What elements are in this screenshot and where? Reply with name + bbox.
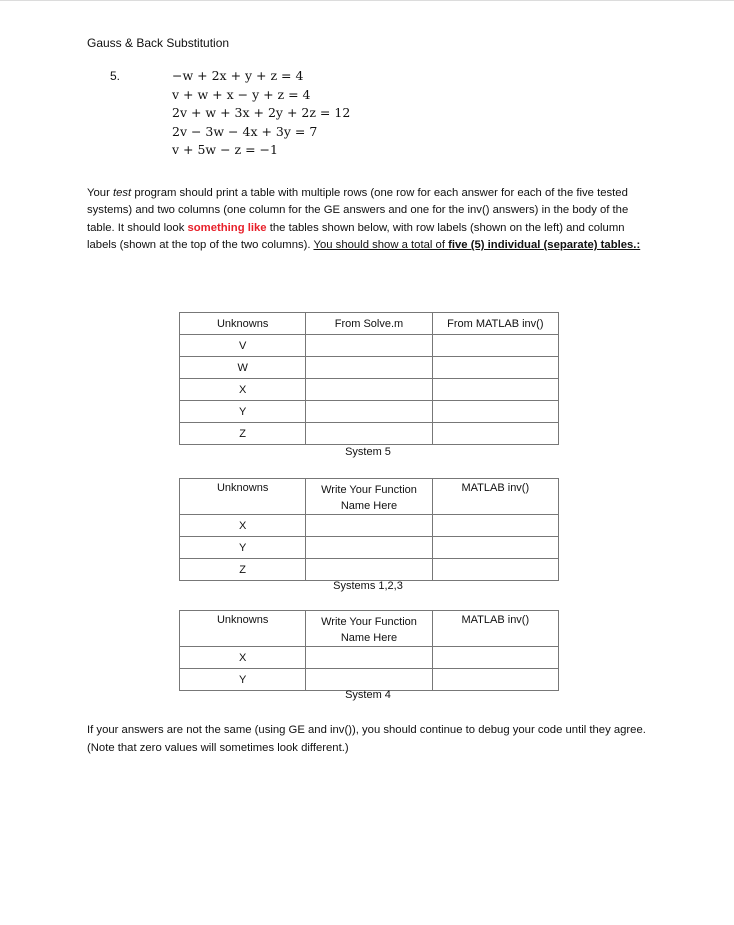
- table-cell: [432, 401, 558, 423]
- results-table-system-4: [179, 610, 559, 691]
- row-label: V: [180, 335, 306, 357]
- table-caption: System 5: [345, 446, 391, 458]
- table-cell: [432, 559, 558, 581]
- table-cell: [306, 647, 432, 669]
- column-header-function: Write Your Function Name Here: [306, 611, 432, 647]
- instructions-test-word: test: [112, 187, 132, 199]
- instructions-bold-underlined: five (5) individual (separate) tables.:: [448, 239, 641, 252]
- table-cell: [306, 515, 432, 537]
- page-title: Gauss & Back Substitution: [87, 36, 230, 50]
- instructions-underlined: You should show a total of: [313, 239, 449, 252]
- row-label: W: [180, 357, 306, 379]
- column-header-unknowns: Unknowns: [180, 479, 306, 515]
- table-caption: System 4: [345, 689, 391, 701]
- column-header-unknowns: Unknowns: [180, 611, 306, 647]
- table-cell: [306, 379, 432, 401]
- row-label: Y: [180, 669, 306, 691]
- instructions-paragraph: [87, 185, 657, 255]
- table-cell: [306, 357, 432, 379]
- results-table-systems-1-2-3: [179, 478, 559, 581]
- instructions-text: Your: [87, 187, 113, 199]
- instructions-highlight: something like: [187, 221, 267, 234]
- column-header-unknowns: Unknowns: [180, 313, 306, 335]
- table-cell: [306, 335, 432, 357]
- column-header-function: Write Your Function Name Here: [306, 479, 432, 515]
- row-label: Y: [180, 537, 306, 559]
- table-cell: [432, 647, 558, 669]
- row-label: X: [180, 647, 306, 669]
- table-cell: [306, 669, 432, 691]
- column-header-inv: MATLAB inv(): [432, 611, 558, 647]
- instructions-text: the tables shown below, with row labels (shown on the left) and column labels (shown at the top of the two columns).: [87, 221, 625, 252]
- equation-system: [172, 67, 350, 160]
- column-header-inv: From MATLAB inv(): [432, 313, 558, 335]
- table-cell: [306, 401, 432, 423]
- table-caption: Systems 1,2,3: [333, 580, 403, 592]
- row-label: Z: [180, 423, 306, 445]
- table-cell: [432, 379, 558, 401]
- footer-note: If your answers are not the same (using GE and inv()), you should continue to debug your code until they agree. (Note that zero values will sometimes look different.): [87, 724, 646, 754]
- column-header-solve: From Solve.m: [306, 313, 432, 335]
- equation-line: −w + 2x + y + z = 4: [172, 68, 304, 83]
- table-cell: [306, 423, 432, 445]
- row-label: X: [180, 379, 306, 401]
- row-label: Y: [180, 401, 306, 423]
- instructions-text: program should print a table with multiple rows (one row for each answer for each of the five tested systems) and two columns (one column for the GE answers and one for the inv() answers) in the body of the table. It should look: [87, 187, 629, 234]
- table-cell: [432, 669, 558, 691]
- equation-line: 2v − 3w − 4x + 3y = 7: [172, 123, 318, 139]
- table-cell: [432, 537, 558, 559]
- equation-line: v + 5w − z = −1: [172, 142, 278, 157]
- table-cell: [306, 559, 432, 581]
- results-table-system-5: [179, 312, 559, 445]
- table-cell: [432, 335, 558, 357]
- row-label: X: [180, 515, 306, 537]
- table-cell: [306, 537, 432, 559]
- table-cell: [432, 515, 558, 537]
- column-header-inv: MATLAB inv(): [432, 479, 558, 515]
- table-cell: [432, 423, 558, 445]
- equation-line: v + w + x − y + z = 4: [172, 86, 311, 102]
- row-label: Z: [180, 559, 306, 581]
- page-top-border: [0, 0, 734, 1]
- problem-number: 5.: [110, 69, 121, 83]
- equation-line: 2v + w + 3x + 2y + 2z = 12: [172, 105, 351, 120]
- table-cell: [432, 357, 558, 379]
